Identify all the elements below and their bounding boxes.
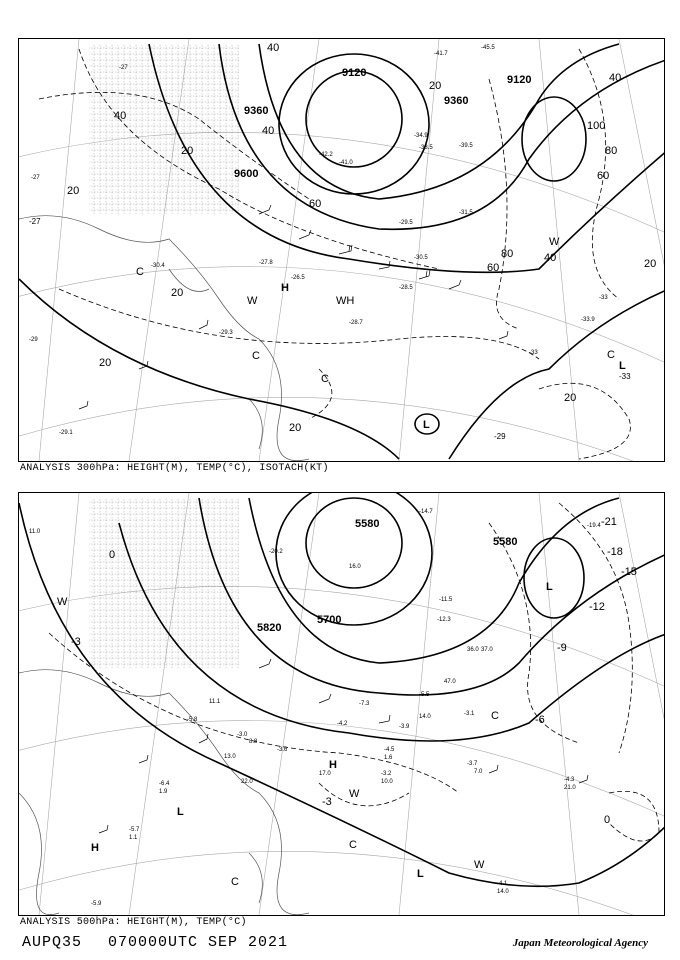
temp-line-label: -33 <box>619 372 631 381</box>
cold-marker: C <box>321 373 329 385</box>
isotach-label: 20 <box>644 258 657 270</box>
dewpoint-value: 16.0 <box>349 564 361 570</box>
temp-value: -11.5 <box>439 597 453 603</box>
height-label: 5700 <box>317 614 342 626</box>
temp-value: -41.0 <box>339 160 353 166</box>
temp-value: -42.2 <box>319 152 333 158</box>
temp-contour-label: -15 <box>621 566 637 578</box>
dewpoint-value: 47.0 <box>444 679 456 685</box>
cold-marker: C <box>607 349 615 361</box>
temp-value: -26.5 <box>291 275 305 281</box>
temp-value: -6.4 <box>159 781 170 787</box>
temp-value: -19.4 <box>587 523 601 529</box>
warm-marker: W <box>474 859 485 871</box>
temp-contour-label: -21 <box>601 516 617 528</box>
temp-value: -29.3 <box>219 330 233 336</box>
dewpoint-value: 1.6 <box>384 755 393 761</box>
isotach-label: 100 <box>587 120 606 132</box>
dewpoint-value: 37.0 <box>481 647 493 653</box>
temp-value: -3.9 <box>399 724 410 730</box>
dewpoint-value: 22.0 <box>241 779 253 785</box>
temp-value: -3.0 <box>237 732 248 738</box>
isotach-label: 80 <box>605 145 618 157</box>
temp-value: -5.5 <box>419 692 430 698</box>
valid-time: 070000UTC SEP 2021 <box>108 934 289 951</box>
dewpoint-value: 14.0 <box>497 889 509 895</box>
temp-contour-label: 0 <box>604 814 611 826</box>
temp-value: -14.7 <box>419 509 433 515</box>
dewpoint-value: 36.0 <box>467 647 479 653</box>
product-code: AUPQ35 <box>22 934 83 951</box>
low-marker: L <box>423 419 430 431</box>
height-label: 9120 <box>342 67 367 79</box>
map-300hpa <box>19 39 664 461</box>
temp-value: -5.8 <box>187 717 198 723</box>
isotach-label: 20 <box>564 392 577 404</box>
temp-value: -33 <box>599 295 608 301</box>
isotach-label: 60 <box>309 198 322 210</box>
temp-value: -3.1 <box>464 711 475 717</box>
low-marker: L <box>546 581 553 593</box>
isotach-label: 20 <box>171 287 184 299</box>
temp-value: -38.5 <box>419 145 433 151</box>
temp-contour-label: -6 <box>535 714 545 726</box>
temp-line-label: -27 <box>29 217 41 226</box>
temp-value: -4.2 <box>337 721 348 727</box>
height-label: 9360 <box>444 95 469 107</box>
temp-value: -29.5 <box>399 220 413 226</box>
temp-value: -5.9 <box>91 901 102 907</box>
isotach-label: 20 <box>429 80 442 92</box>
caption-500hpa: ANALYSIS 500hPa: HEIGHT(M), TEMP(°C) <box>20 917 247 928</box>
temp-contour-label: -18 <box>607 546 623 558</box>
chart-500hpa <box>18 492 665 916</box>
height-label: 5820 <box>257 622 282 634</box>
temp-value: -7.3 <box>359 701 370 707</box>
dewpoint-value: 17.0 <box>319 771 331 777</box>
warm-marker: W <box>247 295 258 307</box>
temp-value: -3.6 <box>277 747 288 753</box>
cold-marker: C <box>136 266 144 278</box>
temp-contour-label: -3 <box>71 636 81 648</box>
temp-value: -4.3 <box>564 777 575 783</box>
high-marker: H <box>281 282 289 294</box>
low-marker: L <box>417 868 424 880</box>
temp-value: -20.2 <box>269 549 283 555</box>
temp-value: -27 <box>31 175 40 181</box>
temp-contour-label: -3 <box>322 796 332 808</box>
isotach-label: 40 <box>267 42 280 54</box>
height-label: 5580 <box>355 518 380 530</box>
caption-300hpa: ANALYSIS 300hPa: HEIGHT(M), TEMP(°C), ISOTACH(KT) <box>20 463 329 474</box>
hatched-area <box>89 498 239 668</box>
height-label: 9120 <box>507 74 532 86</box>
temp-value: -28.7 <box>349 320 363 326</box>
isotach-label: 40 <box>544 252 557 264</box>
isotach-label: 40 <box>114 110 127 122</box>
pressure-systems <box>136 236 626 431</box>
dewpoint-value: 11.1 <box>209 699 221 705</box>
wind-barbs <box>79 205 508 409</box>
temp-contour-label: -12 <box>589 601 605 613</box>
isotach-label: 80 <box>501 248 514 260</box>
high-marker: H <box>329 759 337 771</box>
warm-marker: W <box>549 236 560 248</box>
isotach-label: 20 <box>289 422 302 434</box>
dewpoint-value: 1.1 <box>129 835 138 841</box>
temp-value: -12.3 <box>437 617 451 623</box>
coastline <box>19 216 309 461</box>
temp-value: -4.1 <box>497 881 508 887</box>
temp-value: -30.4 <box>151 263 165 269</box>
temp-contour-label: -9 <box>557 642 567 654</box>
cold-marker: C <box>252 350 260 362</box>
cold-marker: C <box>349 839 357 851</box>
height-label: 9360 <box>244 105 269 117</box>
low-marker: L <box>177 806 184 818</box>
temp-value: -45.5 <box>481 45 495 51</box>
map-500hpa <box>19 493 664 915</box>
dewpoint-value: 8.8 <box>249 739 258 745</box>
footer-code <box>22 934 314 951</box>
temp-value: -27.8 <box>259 260 273 266</box>
chart-300hpa <box>18 38 665 462</box>
dewpoint-value: 14.0 <box>419 714 431 720</box>
temp-line-labels <box>29 217 631 441</box>
warm-marker: W <box>349 788 360 800</box>
temp-value: -3.7 <box>467 761 478 767</box>
warm-high-marker: WH <box>336 295 355 307</box>
agency-name: Japan Meteorological Agency <box>512 937 648 949</box>
height-label: 9600 <box>234 168 259 180</box>
isotach-label: 20 <box>67 185 80 197</box>
temp-value: -33.9 <box>581 317 595 323</box>
temp-value: -27 <box>119 65 128 71</box>
temp-value: -28.5 <box>399 285 413 291</box>
height-label: 5580 <box>493 536 518 548</box>
temp-value: -34.9 <box>414 133 428 139</box>
temp-value: -3.2 <box>381 771 392 777</box>
dewpoint-value: 13.0 <box>224 754 236 760</box>
temp-value: -33 <box>529 350 538 356</box>
dewpoint-value: 21.0 <box>564 785 576 791</box>
isotach-label: 60 <box>487 262 500 274</box>
isotach-label: 60 <box>597 170 610 182</box>
isotach-label: 40 <box>262 125 275 137</box>
isotach-label: 20 <box>181 145 194 157</box>
dewpoint-value: 10.0 <box>381 779 393 785</box>
dewpoint-value: 1.9 <box>159 789 168 795</box>
dewpoint-value: 11.0 <box>29 529 41 535</box>
temp-value: -4.5 <box>384 747 395 753</box>
temp-value: -5.7 <box>129 827 140 833</box>
temp-line-label: -29 <box>494 432 506 441</box>
hatched-area <box>89 44 239 214</box>
wind-barbs <box>99 659 588 833</box>
temp-value: -30.5 <box>414 255 428 261</box>
temp-value: -41.7 <box>434 51 448 57</box>
isotach-label: 20 <box>99 357 112 369</box>
dewpoint-value: 7.0 <box>474 769 483 775</box>
temp-value: -31.5 <box>459 210 473 216</box>
warm-marker: W <box>57 596 68 608</box>
cold-marker: C <box>491 710 499 722</box>
temp-value: -29.1 <box>59 430 73 436</box>
temp-contour-label: 0 <box>109 549 116 561</box>
low-marker: L <box>619 360 626 372</box>
temp-value: -39.5 <box>459 143 473 149</box>
temp-value: -29 <box>29 337 38 343</box>
high-marker: H <box>91 842 99 854</box>
isotach-label: 40 <box>609 72 622 84</box>
cold-marker: C <box>231 876 239 888</box>
